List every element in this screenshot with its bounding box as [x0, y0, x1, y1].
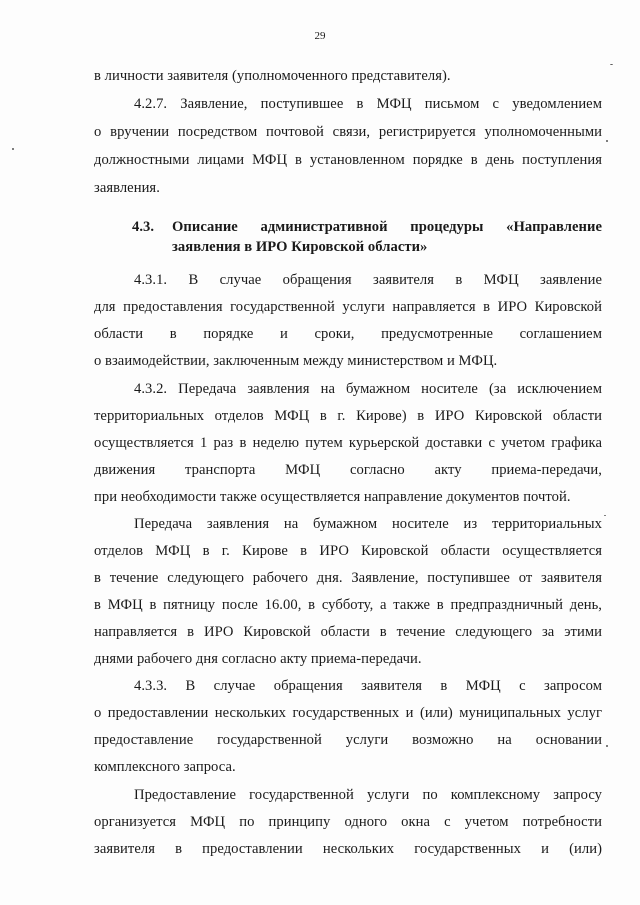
scan-speck: [606, 140, 608, 142]
paragraph-4-3-1-line: 4.3.1. В случае обращения заявителя в МФЦ заявление: [134, 272, 602, 288]
paragraph-4-3-1-line: о взаимодействии, заключенным между министерством и МФЦ.: [94, 353, 498, 369]
paragraph-4-3-2-line: движения транспорта МФЦ согласно акту приема-передачи,: [94, 462, 602, 478]
scan-speck: [606, 745, 608, 747]
paragraph-complex-line: Предоставление государственной услуги по комплексному запросу: [134, 787, 602, 803]
paragraph-complex-line: заявителя в предоставлении нескольких государственных и (или): [94, 841, 602, 857]
paragraph-transfer-line: днями рабочего дня согласно акту приема-передачи.: [94, 651, 422, 667]
paragraph-transfer-line: в течение следующего рабочего дня. Заявление, поступившее от заявителя: [94, 570, 602, 586]
paragraph-4-2-7-line: заявления.: [94, 180, 160, 196]
paragraph-4-3-2-line: при необходимости также осуществляется направление документов почтой.: [94, 489, 571, 505]
paragraph-4-2-7-line: должностными лицами МФЦ в установленном порядке в день поступления: [94, 152, 602, 168]
paragraph-4-3-1-line: области в порядке и сроки, предусмотренные соглашением: [94, 326, 602, 342]
paragraph-4-3-1-line: для предоставления государственной услуги направляется в ИРО Кировской: [94, 299, 602, 315]
paragraph-4-3-3-line: предоставление государственной услуги возможно на основании: [94, 732, 602, 748]
paragraph-transfer-line: в МФЦ в пятницу после 16.00, в субботу, а также в предпраздничный день,: [94, 597, 602, 613]
paragraph-4-3-2-line: 4.3.2. Передача заявления на бумажном носителе (за исключением: [134, 381, 602, 397]
paragraph-4-3-3-line: о предоставлении нескольких государственных и (или) муниципальных услуг: [94, 705, 602, 721]
text-line: в личности заявителя (уполномоченного представителя).: [94, 68, 451, 84]
paragraph-4-2-7-line: о вручении посредством почтовой связи, регистрируется уполномоченными: [94, 124, 602, 140]
scan-speck: [12, 148, 14, 150]
paragraph-4-3-2-line: территориальных отделов МФЦ в г. Кирове) в ИРО Кировской области: [94, 408, 602, 424]
paragraph-4-3-3-line: комплексного запроса.: [94, 759, 236, 775]
scan-speck: [610, 64, 613, 65]
paragraph-transfer-line: отделов МФЦ в г. Кирове в ИРО Кировской области осуществляется: [94, 543, 602, 559]
paragraph-transfer-line: направляется в ИРО Кировской области в течение следующего за этими: [94, 624, 602, 640]
section-heading-line: заявления в ИРО Кировской области»: [172, 239, 428, 255]
paragraph-4-3-2-line: осуществляется 1 раз в неделю путем курьерской доставки с учетом графика: [94, 435, 602, 451]
paragraph-transfer-line: Передача заявления на бумажном носителе из территориальных: [134, 516, 602, 532]
section-heading-number: 4.3.: [132, 219, 155, 235]
section-heading-line: Описание административной процедуры «Направление: [172, 219, 602, 235]
paragraph-4-3-3-line: 4.3.3. В случае обращения заявителя в МФЦ с запросом: [134, 678, 602, 694]
paragraph-4-2-7-line: 4.2.7. Заявление, поступившее в МФЦ письмом с уведомлением: [134, 96, 602, 112]
scan-speck: [604, 515, 606, 516]
page-number: 29: [314, 30, 326, 42]
paragraph-complex-line: организуется МФЦ по принципу одного окна с учетом потребности: [94, 814, 602, 830]
